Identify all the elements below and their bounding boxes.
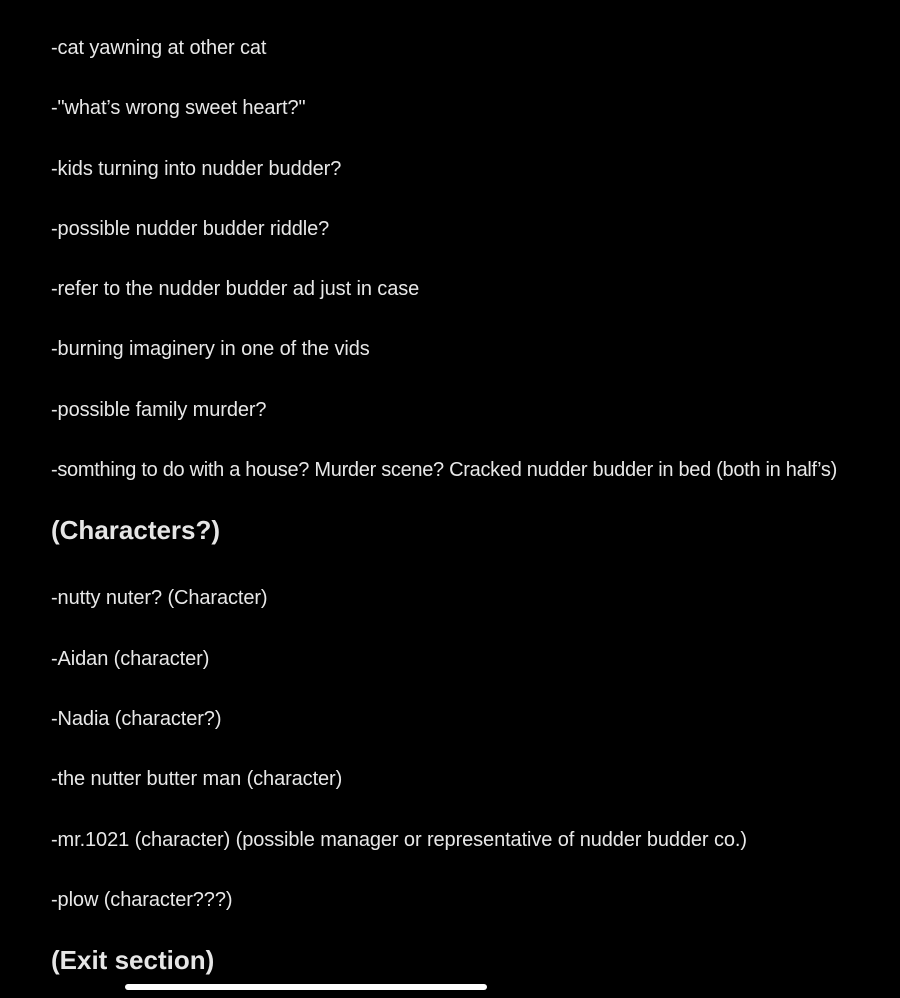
note-line: -somthing to do with a house? Murder scene? Cracked nudder budder in bed (both in half’s) — [51, 459, 837, 481]
note-line: -burning imaginery in one of the vids — [51, 338, 370, 360]
note-line: -nutty nuter? (Character) — [51, 587, 268, 609]
note-line: -possible nudder budder riddle? — [51, 218, 330, 240]
note-line: -plow (character???) — [51, 889, 233, 911]
note-line: -Nadia (character?) — [51, 708, 222, 730]
note-line: -the nutter butter man (character) — [51, 768, 343, 790]
note-line: -"what’s wrong sweet heart?" — [51, 97, 306, 119]
note-line: -Aidan (character) — [51, 648, 210, 670]
note-line: -cat yawning at other cat — [51, 37, 267, 59]
section-heading-exit: (Exit section) — [51, 945, 215, 975]
note-line: -refer to the nudder budder ad just in case — [51, 278, 420, 300]
note-line: -mr.1021 (character) (possible manager or representative of nudder budder co.) — [51, 829, 747, 851]
note-line: -possible family murder? — [51, 399, 267, 421]
note-line: -kids turning into nudder budder? — [51, 158, 342, 180]
section-heading-characters: (Characters?) — [51, 515, 221, 545]
home-indicator-bar[interactable] — [125, 984, 487, 990]
